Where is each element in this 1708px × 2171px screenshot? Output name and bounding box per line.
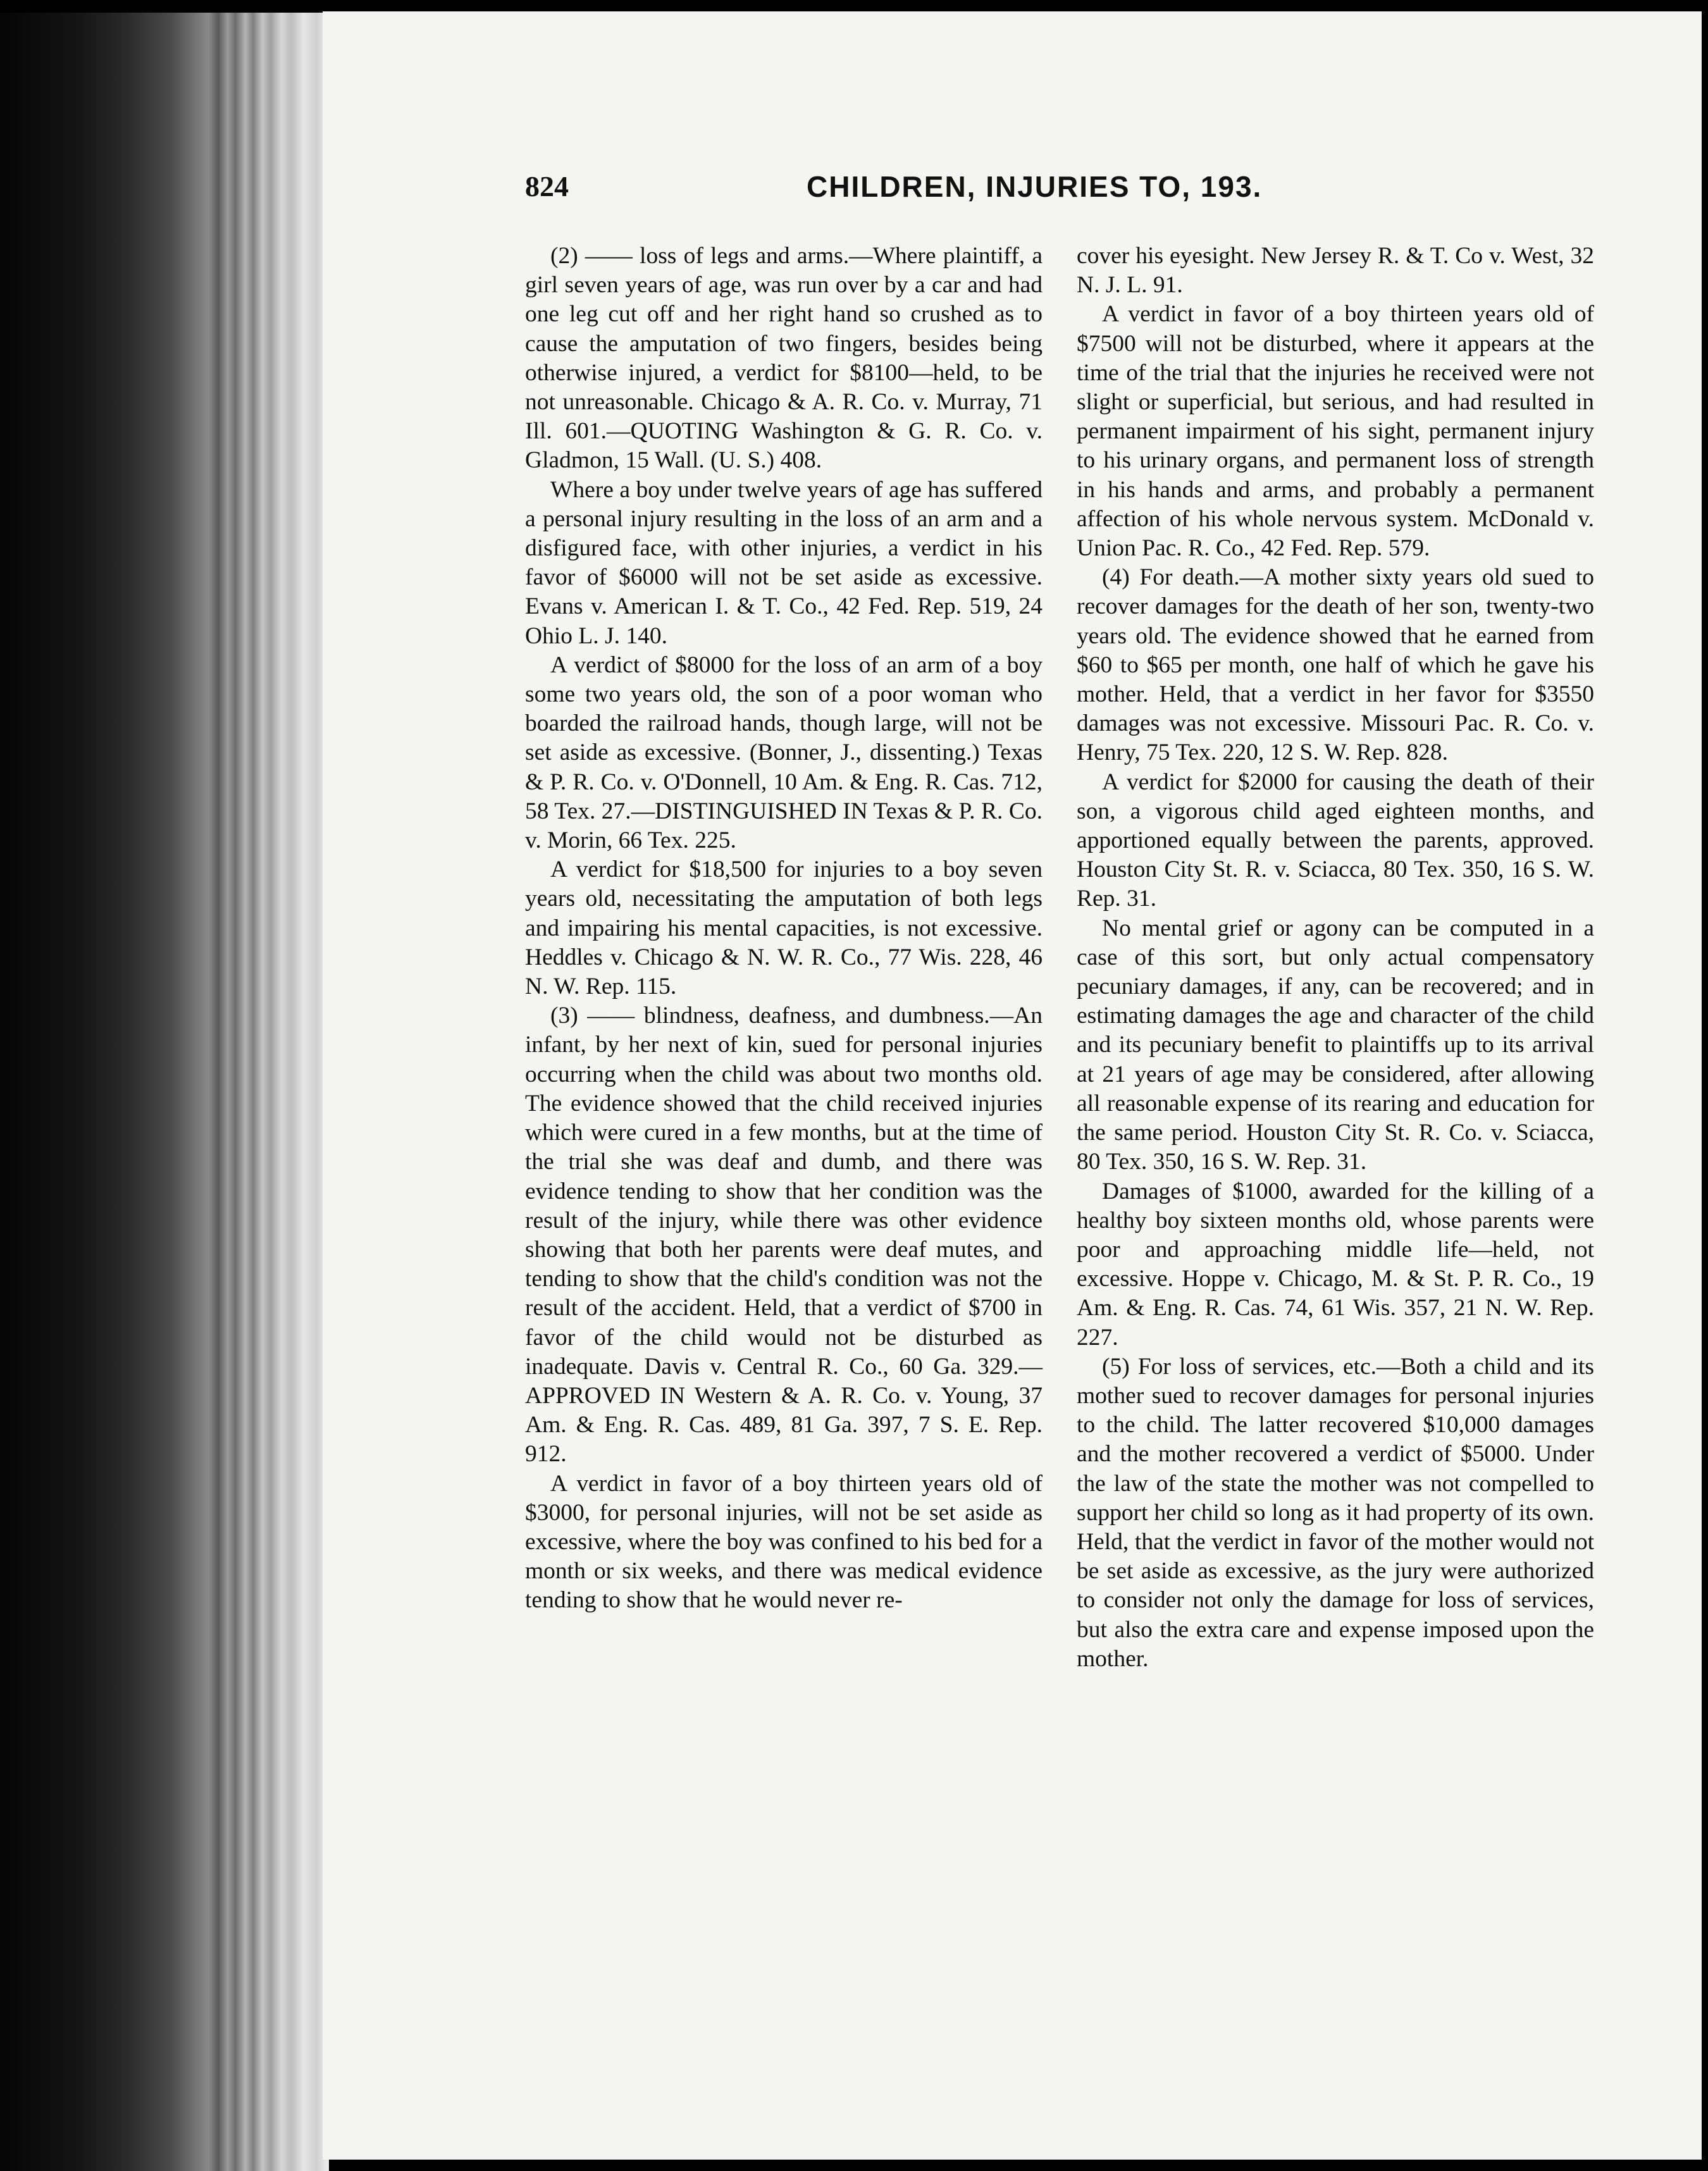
page-header	[525, 170, 1600, 220]
paragraph: cover his eyesight. New Jersey R. & T. Co v. West, 32 N. J. L. 91.	[1077, 243, 1594, 299]
scan-border	[0, 0, 1708, 13]
page-number: 824	[525, 170, 569, 202]
paragraph: A verdict for $2000 for causing the death of their son, a vigorous child aged eighteen months, and apportioned equally between the parents, approved. Houston City St. R. v. Sciacca, 80 Tex. 350, 16 S. W. Rep. 31.	[1077, 769, 1594, 912]
book-spine-edge	[0, 0, 329, 2171]
paragraph: (3) —— blindness, deafness, and dumbness.—An infant, by her next of kin, sued for personal injuries occurring when the child was about two months old. The evidence showed that the child received injuries which were cured in a few months, but at the time of the trial she was deaf and dumb, and there was evidence tending to show that her condition was the result of the injury, while there was other evidence showing that both her parents were deaf mutes, and tending to show that the child's condition was not the result of the accident. Held, that a verdict of $700 in favor of the child would not be disturbed as inadequate. Davis v. Central R. Co., 60 Ga. 329.—APPROVED IN Western & A. R. Co. v. Young, 37 Am. & Eng. R. Cas. 489, 81 Ga. 397, 7 S. E. Rep. 912.	[525, 1003, 1043, 1468]
paragraph: A verdict in favor of a boy thirteen years old of $3000, for personal injuries, will not be set aside as excessive, where the boy was confined to his bed for a month or six weeks, and there was medical evidence tending to show that he would never re-	[525, 1470, 1043, 1614]
paragraph: A verdict in favor of a boy thirteen years old of $7500 will not be disturbed, where it appears at the time of the trial that the injuries he received were not slight or superficial, but serious, and had resulted in permanent impairment of his sight, permanent injury to his urinary organs, and permanent loss of strength in his hands and arms, and probably a permanent affection of his whole nervous system. McDonald v. Union Pac. R. Co., 42 Fed. Rep. 579.	[1077, 301, 1594, 562]
paragraph: (5) For loss of services, etc.—Both a child and its mother sued to recover damages for personal injuries to the child. The latter recovered $10,000 damages and the mother recovered a verdict of $5000. Under the law of the state the mother was not compelled to support her child so long as it had property of its own. Held, that the verdict in favor of the mother would not be set aside as excessive, as the jury were authorized to consider not only the damage for loss of services, but also the extra care and expense imposed upon the mother.	[1077, 1353, 1594, 1672]
right-column	[1077, 242, 1594, 1674]
paragraph: (2) —— loss of legs and arms.—Where plaintiff, a girl seven years of age, was run over by a car and had one leg cut off and her right hand so crushed as to cause the amputation of two fingers, besides being otherwise injured, a verdict for $8100—held, to be not unreasonable. Chicago & A. R. Co. v. Murray, 71 Ill. 601.—QUOTING Washington & G. R. Co. v. Gladmon, 15 Wall. (U. S.) 408.	[525, 243, 1043, 474]
running-head: CHILDREN, INJURIES TO, 193.	[807, 170, 1263, 203]
paragraph: No mental grief or agony can be computed in a case of this sort, but only actual compensatory pecuniary damages, if any, can be recovered; and in estimating damages the age and character of the child and its pecuniary benefit to plaintiffs up to its arrival at 21 years of age may be considered, after allowing all reasonable expense of its rearing and education for the same period. Houston City St. R. Co. v. Sciacca, 80 Tex. 350, 16 S. W. Rep. 31.	[1077, 915, 1594, 1175]
left-column	[525, 242, 1043, 1616]
paragraph: Damages of $1000, awarded for the killing of a healthy boy sixteen months old, whose parents were poor and approaching middle life—held, not excessive. Hoppe v. Chicago, M. & St. P. R. Co., 19 Am. & Eng. R. Cas. 74, 61 Wis. 357, 21 N. W. Rep. 227.	[1077, 1178, 1594, 1351]
paragraph: Where a boy under twelve years of age has suffered a personal injury resulting in the loss of an arm and a disfigured face, with other injuries, a verdict in his favor of $6000 will not be set aside as excessive. Evans v. American I. & T. Co., 42 Fed. Rep. 519, 24 Ohio L. J. 140.	[525, 476, 1043, 649]
paragraph: A verdict of $8000 for the loss of an arm of a boy some two years old, the son of a poor woman who boarded the railroad hands, though large, will not be set aside as excessive. (Bonner, J., dissenting.) Texas & P. R. Co. v. O'Donnell, 10 Am. & Eng. R. Cas. 712, 58 Tex. 27.—DISTINGUISHED IN Texas & P. R. Co. v. Morin, 66 Tex. 225.	[525, 652, 1043, 854]
paragraph: (4) For death.—A mother sixty years old sued to recover damages for the death of her son, twenty-two years old. The evidence showed that he earned from $60 to $65 per month, one half of which he gave his mother. Held, that a verdict in her favor for $3550 damages was not excessive. Missouri Pac. R. Co. v. Henry, 75 Tex. 220, 12 S. W. Rep. 828.	[1077, 564, 1594, 766]
paragraph: A verdict for $18,500 for injuries to a boy seven years old, necessitating the amputation of both legs and impairing his mental capacities, is not excessive. Heddles v. Chicago & N. W. R. Co., 77 Wis. 228, 46 N. W. Rep. 115.	[525, 857, 1043, 1000]
